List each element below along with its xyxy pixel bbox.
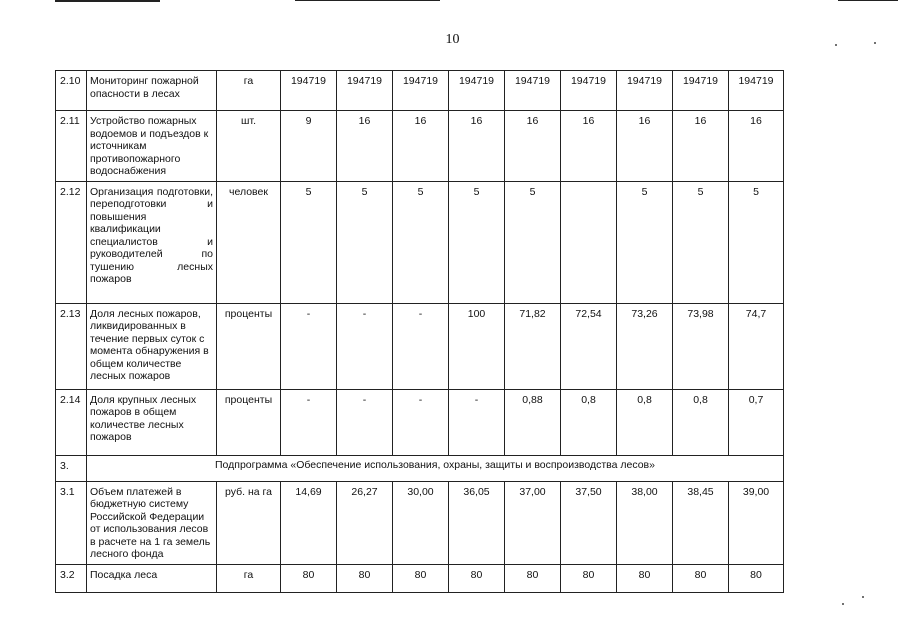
indicator-value: 71,82 <box>505 303 561 389</box>
indicator-value: 80 <box>561 564 617 592</box>
indicator-value: 80 <box>673 564 729 592</box>
indicator-value: 194719 <box>337 71 393 111</box>
indicator-value: 0,8 <box>561 389 617 455</box>
indicator-value: 5 <box>393 181 449 303</box>
table-row <box>56 303 784 389</box>
scan-edge-line <box>838 0 898 1</box>
indicator-value: 16 <box>393 111 449 182</box>
indicator-value: 74,7 <box>729 303 784 389</box>
row-number: 2.11 <box>56 111 87 182</box>
indicator-value: 0,7 <box>729 389 784 455</box>
indicator-value: 80 <box>505 564 561 592</box>
indicator-value: 5 <box>729 181 784 303</box>
table-row <box>56 564 784 592</box>
indicator-value: 5 <box>673 181 729 303</box>
row-number: 3.1 <box>56 481 87 564</box>
indicator-description: Доля лесных пожаров, ликвидированных в течение первых суток с момента обнаружения в общем количестве лесных пожаров <box>87 303 217 389</box>
unit-of-measure: га <box>217 71 281 111</box>
indicator-value: - <box>393 389 449 455</box>
indicator-value: 5 <box>337 181 393 303</box>
table-row <box>56 111 784 182</box>
unit-of-measure: шт. <box>217 111 281 182</box>
indicator-value: 5 <box>281 181 337 303</box>
row-number: 3. <box>56 455 87 481</box>
scan-speck <box>874 42 876 44</box>
indicator-value: - <box>281 389 337 455</box>
unit-of-measure: руб. на га <box>217 481 281 564</box>
indicator-value: - <box>337 389 393 455</box>
indicator-value: 80 <box>449 564 505 592</box>
indicator-value: 16 <box>729 111 784 182</box>
indicator-value: 80 <box>729 564 784 592</box>
scan-edge-line <box>295 0 440 1</box>
row-number: 3.2 <box>56 564 87 592</box>
indicator-value: 5 <box>617 181 673 303</box>
scan-speck <box>862 596 864 598</box>
indicator-value: - <box>393 303 449 389</box>
page-number: 10 <box>445 32 460 47</box>
indicator-description: Посадка леса <box>87 564 217 592</box>
indicator-value: 39,00 <box>729 481 784 564</box>
indicator-value: 5 <box>449 181 505 303</box>
indicator-value: - <box>281 303 337 389</box>
scan-edge-line <box>55 0 160 2</box>
row-number: 2.10 <box>56 71 87 111</box>
table-row <box>56 181 784 303</box>
indicator-value: 80 <box>337 564 393 592</box>
indicator-value: 194719 <box>449 71 505 111</box>
table-row <box>56 455 784 481</box>
indicator-value: 16 <box>673 111 729 182</box>
indicator-value: 194719 <box>281 71 337 111</box>
indicator-value: 30,00 <box>393 481 449 564</box>
indicator-value: 0,8 <box>673 389 729 455</box>
unit-of-measure: га <box>217 564 281 592</box>
indicator-value: 194719 <box>617 71 673 111</box>
indicator-value: 72,54 <box>561 303 617 389</box>
indicator-value: 36,05 <box>449 481 505 564</box>
unit-of-measure: проценты <box>217 303 281 389</box>
indicator-value: 73,98 <box>673 303 729 389</box>
row-number: 2.14 <box>56 389 87 455</box>
indicator-value: - <box>449 389 505 455</box>
indicator-value: 73,26 <box>617 303 673 389</box>
indicator-value: 38,45 <box>673 481 729 564</box>
table-row <box>56 389 784 455</box>
indicator-value: 14,69 <box>281 481 337 564</box>
indicator-description: Доля крупных лесных пожаров в общем количестве лесных пожаров <box>87 389 217 455</box>
indicator-value: 80 <box>617 564 673 592</box>
subprogram-title: Подпрограмма «Обеспечение использования, охраны, защиты и воспроизводства лесов» <box>87 455 784 481</box>
indicator-value: 37,50 <box>561 481 617 564</box>
indicator-description: Организация подготовки, переподготовки и повышения квалификации специалистов и руководителей по тушению лесных пожаров <box>87 181 217 303</box>
indicator-value: 0,8 <box>617 389 673 455</box>
indicator-value: 37,00 <box>505 481 561 564</box>
row-number: 2.12 <box>56 181 87 303</box>
indicators-table <box>55 70 784 593</box>
scan-speck <box>842 603 844 605</box>
indicator-description: Объем платежей в бюджетную систему Российской Федерации от использования лесов в расчете на 1 га земель лесного фонда <box>87 481 217 564</box>
table-body-section-2 <box>56 71 784 456</box>
indicator-value: 194719 <box>729 71 784 111</box>
indicator-value: 16 <box>337 111 393 182</box>
table-body-section-3 <box>56 481 784 592</box>
indicator-value: 16 <box>561 111 617 182</box>
indicator-value: 194719 <box>561 71 617 111</box>
indicator-value: 100 <box>449 303 505 389</box>
table-row <box>56 71 784 111</box>
table-row <box>56 481 784 564</box>
indicator-value: 194719 <box>673 71 729 111</box>
row-number: 2.13 <box>56 303 87 389</box>
indicator-value: 80 <box>393 564 449 592</box>
table-body-section-3-header <box>56 455 784 481</box>
indicator-value: 5 <box>505 181 561 303</box>
indicator-description: Мониторинг пожарной опасности в лесах <box>87 71 217 111</box>
indicator-value <box>561 181 617 303</box>
scan-speck <box>835 44 837 46</box>
indicator-value: 16 <box>449 111 505 182</box>
indicator-value: 80 <box>281 564 337 592</box>
indicator-value: 26,27 <box>337 481 393 564</box>
indicator-value: 0,88 <box>505 389 561 455</box>
indicator-description: Устройство пожарных водоемов и подъездов к источникам противопожарного водоснабжения <box>87 111 217 182</box>
indicator-value: 194719 <box>505 71 561 111</box>
indicator-value: 16 <box>617 111 673 182</box>
indicator-value: - <box>337 303 393 389</box>
indicator-value: 9 <box>281 111 337 182</box>
unit-of-measure: проценты <box>217 389 281 455</box>
indicator-value: 194719 <box>393 71 449 111</box>
indicator-value: 38,00 <box>617 481 673 564</box>
unit-of-measure: человек <box>217 181 281 303</box>
indicator-value: 16 <box>505 111 561 182</box>
